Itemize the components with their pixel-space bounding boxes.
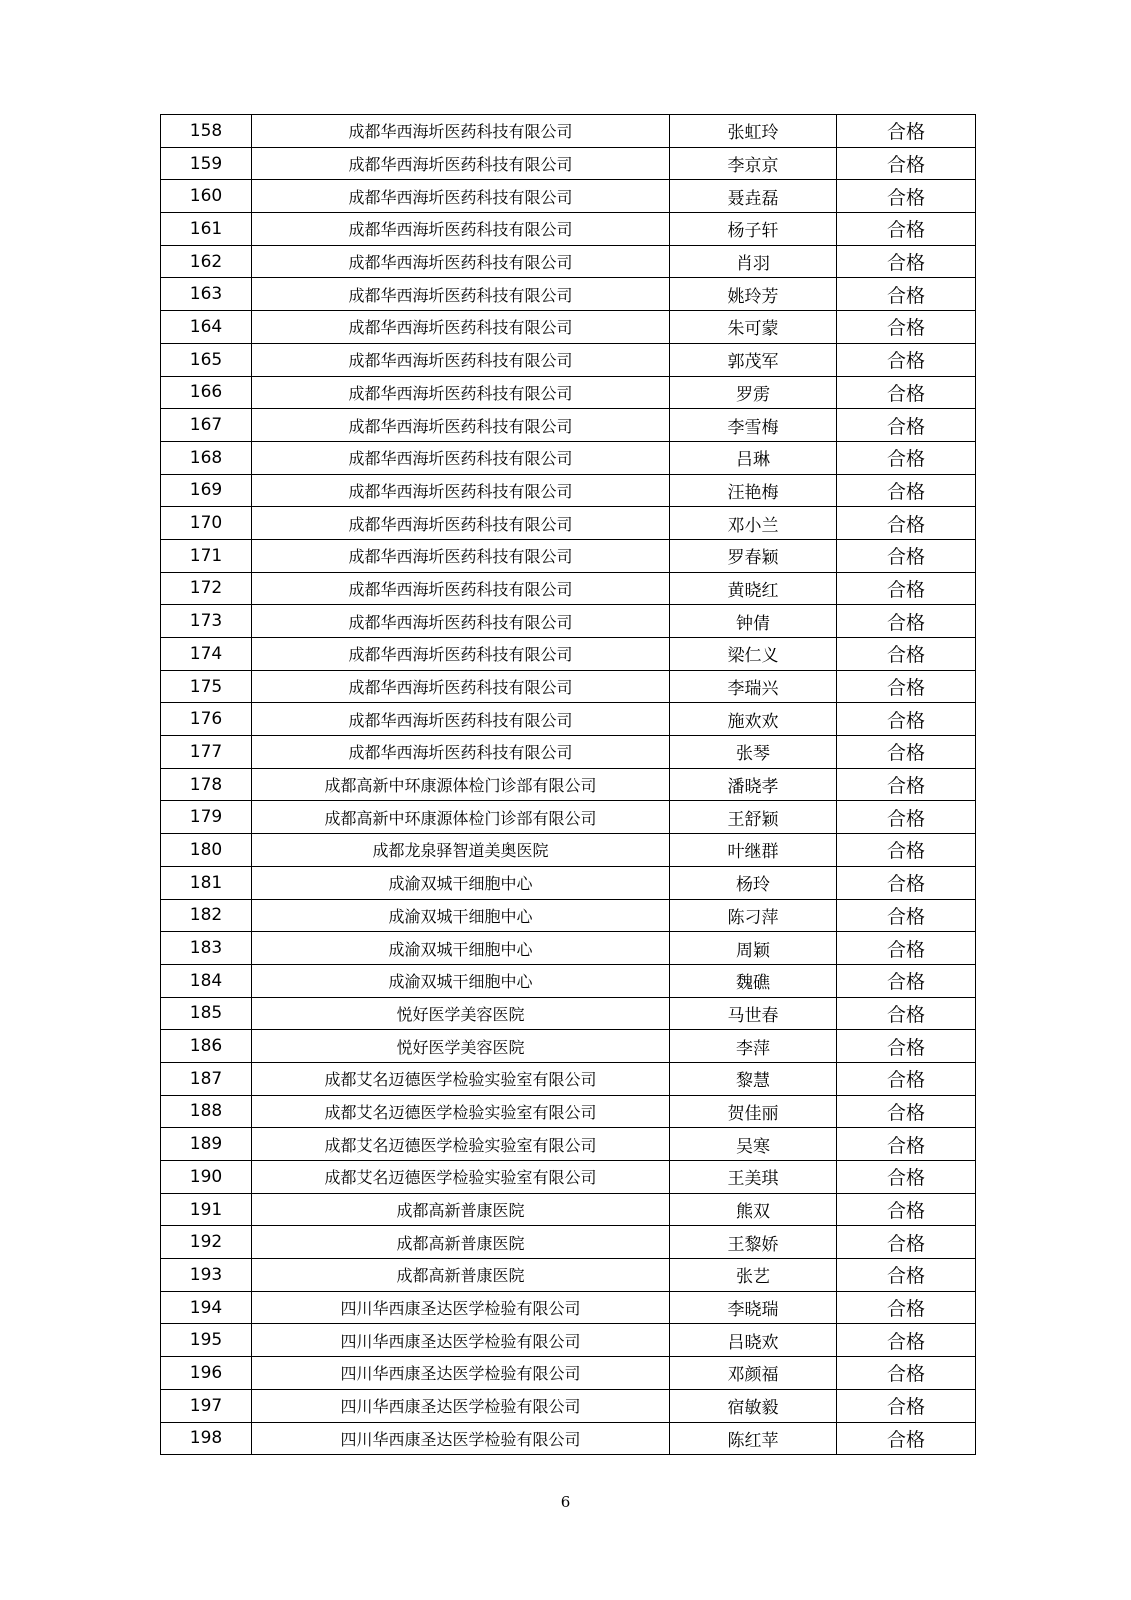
organization-name: 四川华西康圣达医学检验有限公司 (252, 1422, 670, 1455)
result-status: 合格 (837, 1193, 976, 1226)
person-name: 马世春 (670, 997, 837, 1030)
result-status: 合格 (837, 1030, 976, 1063)
result-status: 合格 (837, 1095, 976, 1128)
organization-name: 四川华西康圣达医学检验有限公司 (252, 1291, 670, 1324)
row-number: 175 (161, 670, 252, 703)
result-status: 合格 (837, 964, 976, 997)
person-name: 钟倩 (670, 605, 837, 638)
organization-name: 成都高新普康医院 (252, 1193, 670, 1226)
organization-name: 成渝双城干细胞中心 (252, 866, 670, 899)
table-row (161, 1193, 976, 1226)
row-number: 163 (161, 278, 252, 311)
person-name: 姚玲芳 (670, 278, 837, 311)
organization-name: 成都华西海圻医药科技有限公司 (252, 703, 670, 736)
result-status: 合格 (837, 638, 976, 671)
results-table (160, 114, 976, 1455)
table-row (161, 147, 976, 180)
row-number: 169 (161, 474, 252, 507)
row-number: 181 (161, 866, 252, 899)
table-row (161, 539, 976, 572)
row-number: 182 (161, 899, 252, 932)
result-status: 合格 (837, 605, 976, 638)
result-status: 合格 (837, 507, 976, 540)
organization-name: 成都高新中环康源体检门诊部有限公司 (252, 801, 670, 834)
table-row (161, 1389, 976, 1422)
row-number: 196 (161, 1357, 252, 1390)
person-name: 周颖 (670, 932, 837, 965)
table-row (161, 343, 976, 376)
organization-name: 成都华西海圻医药科技有限公司 (252, 343, 670, 376)
organization-name: 成都华西海圻医药科技有限公司 (252, 670, 670, 703)
result-status: 合格 (837, 997, 976, 1030)
person-name: 陈红苹 (670, 1422, 837, 1455)
table-row (161, 507, 976, 540)
table-row (161, 1291, 976, 1324)
row-number: 177 (161, 736, 252, 769)
person-name: 叶继群 (670, 834, 837, 867)
person-name: 李晓瑞 (670, 1291, 837, 1324)
person-name: 魏礁 (670, 964, 837, 997)
table-row (161, 866, 976, 899)
row-number: 195 (161, 1324, 252, 1357)
row-number: 186 (161, 1030, 252, 1063)
table-row (161, 736, 976, 769)
organization-name: 悦好医学美容医院 (252, 997, 670, 1030)
row-number: 171 (161, 539, 252, 572)
row-number: 172 (161, 572, 252, 605)
table-row (161, 1095, 976, 1128)
person-name: 聂垚磊 (670, 180, 837, 213)
person-name: 杨玲 (670, 866, 837, 899)
row-number: 197 (161, 1389, 252, 1422)
row-number: 193 (161, 1259, 252, 1292)
person-name: 黎慧 (670, 1062, 837, 1095)
result-status: 合格 (837, 1324, 976, 1357)
result-status: 合格 (837, 866, 976, 899)
organization-name: 成都艾名迈德医学检验实验室有限公司 (252, 1095, 670, 1128)
result-status: 合格 (837, 441, 976, 474)
organization-name: 成都艾名迈德医学检验实验室有限公司 (252, 1062, 670, 1095)
person-name: 陈刁萍 (670, 899, 837, 932)
table-row (161, 1226, 976, 1259)
results-table-body (161, 115, 976, 1455)
result-status: 合格 (837, 670, 976, 703)
organization-name: 成都华西海圻医药科技有限公司 (252, 115, 670, 148)
table-row (161, 1062, 976, 1095)
person-name: 王舒颖 (670, 801, 837, 834)
row-number: 158 (161, 115, 252, 148)
row-number: 178 (161, 768, 252, 801)
result-status: 合格 (837, 703, 976, 736)
result-status: 合格 (837, 801, 976, 834)
row-number: 189 (161, 1128, 252, 1161)
row-number: 160 (161, 180, 252, 213)
table-row (161, 834, 976, 867)
result-status: 合格 (837, 213, 976, 246)
organization-name: 成都华西海圻医药科技有限公司 (252, 572, 670, 605)
table-row (161, 1128, 976, 1161)
organization-name: 成都高新普康医院 (252, 1226, 670, 1259)
row-number: 164 (161, 311, 252, 344)
result-status: 合格 (837, 1291, 976, 1324)
result-status: 合格 (837, 572, 976, 605)
row-number: 184 (161, 964, 252, 997)
result-status: 合格 (837, 736, 976, 769)
organization-name: 四川华西康圣达医学检验有限公司 (252, 1389, 670, 1422)
organization-name: 四川华西康圣达医学检验有限公司 (252, 1324, 670, 1357)
organization-name: 悦好医学美容医院 (252, 1030, 670, 1063)
organization-name: 成都龙泉驿智道美奥医院 (252, 834, 670, 867)
table-row (161, 1357, 976, 1390)
table-row (161, 1422, 976, 1455)
row-number: 170 (161, 507, 252, 540)
organization-name: 成都华西海圻医药科技有限公司 (252, 539, 670, 572)
person-name: 施欢欢 (670, 703, 837, 736)
person-name: 黄晓红 (670, 572, 837, 605)
organization-name: 成渝双城干细胞中心 (252, 932, 670, 965)
row-number: 194 (161, 1291, 252, 1324)
row-number: 173 (161, 605, 252, 638)
table-row (161, 180, 976, 213)
person-name: 熊双 (670, 1193, 837, 1226)
result-status: 合格 (837, 1389, 976, 1422)
person-name: 杨子轩 (670, 213, 837, 246)
result-status: 合格 (837, 1226, 976, 1259)
person-name: 邓小兰 (670, 507, 837, 540)
table-row (161, 1259, 976, 1292)
organization-name: 成都华西海圻医药科技有限公司 (252, 441, 670, 474)
table-row (161, 605, 976, 638)
person-name: 郭茂军 (670, 343, 837, 376)
person-name: 张虹玲 (670, 115, 837, 148)
row-number: 188 (161, 1095, 252, 1128)
row-number: 166 (161, 376, 252, 409)
organization-name: 四川华西康圣达医学检验有限公司 (252, 1357, 670, 1390)
organization-name: 成都华西海圻医药科技有限公司 (252, 245, 670, 278)
result-status: 合格 (837, 245, 976, 278)
organization-name: 成都华西海圻医药科技有限公司 (252, 311, 670, 344)
table-row (161, 703, 976, 736)
result-status: 合格 (837, 1128, 976, 1161)
person-name: 李瑞兴 (670, 670, 837, 703)
person-name: 张琴 (670, 736, 837, 769)
table-row (161, 768, 976, 801)
result-status: 合格 (837, 278, 976, 311)
result-status: 合格 (837, 1259, 976, 1292)
row-number: 190 (161, 1161, 252, 1194)
person-name: 汪艳梅 (670, 474, 837, 507)
result-status: 合格 (837, 768, 976, 801)
row-number: 198 (161, 1422, 252, 1455)
person-name: 罗春颖 (670, 539, 837, 572)
row-number: 183 (161, 932, 252, 965)
row-number: 167 (161, 409, 252, 442)
row-number: 176 (161, 703, 252, 736)
organization-name: 成都华西海圻医药科技有限公司 (252, 376, 670, 409)
result-status: 合格 (837, 932, 976, 965)
table-row (161, 311, 976, 344)
person-name: 肖羽 (670, 245, 837, 278)
table-row (161, 638, 976, 671)
table-row (161, 278, 976, 311)
result-status: 合格 (837, 834, 976, 867)
organization-name: 成都高新中环康源体检门诊部有限公司 (252, 768, 670, 801)
row-number: 192 (161, 1226, 252, 1259)
row-number: 180 (161, 834, 252, 867)
result-status: 合格 (837, 1422, 976, 1455)
table-row (161, 670, 976, 703)
organization-name: 成都艾名迈德医学检验实验室有限公司 (252, 1128, 670, 1161)
row-number: 168 (161, 441, 252, 474)
result-status: 合格 (837, 115, 976, 148)
row-number: 187 (161, 1062, 252, 1095)
row-number: 185 (161, 997, 252, 1030)
organization-name: 成渝双城干细胞中心 (252, 899, 670, 932)
person-name: 潘晓孝 (670, 768, 837, 801)
result-status: 合格 (837, 1357, 976, 1390)
organization-name: 成都高新普康医院 (252, 1259, 670, 1292)
result-status: 合格 (837, 409, 976, 442)
result-status: 合格 (837, 1062, 976, 1095)
person-name: 吕晓欢 (670, 1324, 837, 1357)
organization-name: 成都华西海圻医药科技有限公司 (252, 638, 670, 671)
organization-name: 成都华西海圻医药科技有限公司 (252, 409, 670, 442)
person-name: 吴寒 (670, 1128, 837, 1161)
row-number: 159 (161, 147, 252, 180)
row-number: 191 (161, 1193, 252, 1226)
table-row (161, 474, 976, 507)
row-number: 179 (161, 801, 252, 834)
person-name: 李京京 (670, 147, 837, 180)
row-number: 162 (161, 245, 252, 278)
result-status: 合格 (837, 474, 976, 507)
organization-name: 成都华西海圻医药科技有限公司 (252, 213, 670, 246)
row-number: 165 (161, 343, 252, 376)
person-name: 王黎娇 (670, 1226, 837, 1259)
organization-name: 成都华西海圻医药科技有限公司 (252, 474, 670, 507)
table-row (161, 409, 976, 442)
person-name: 邓颜福 (670, 1357, 837, 1390)
organization-name: 成都华西海圻医药科技有限公司 (252, 278, 670, 311)
person-name: 张艺 (670, 1259, 837, 1292)
result-status: 合格 (837, 180, 976, 213)
table-row (161, 899, 976, 932)
person-name: 李萍 (670, 1030, 837, 1063)
page-number: 6 (560, 1493, 571, 1511)
result-status: 合格 (837, 539, 976, 572)
person-name: 宿敏毅 (670, 1389, 837, 1422)
result-status: 合格 (837, 343, 976, 376)
organization-name: 成都华西海圻医药科技有限公司 (252, 736, 670, 769)
table-row (161, 376, 976, 409)
table-row (161, 245, 976, 278)
organization-name: 成渝双城干细胞中心 (252, 964, 670, 997)
organization-name: 成都华西海圻医药科技有限公司 (252, 507, 670, 540)
table-row (161, 932, 976, 965)
organization-name: 成都艾名迈德医学检验实验室有限公司 (252, 1161, 670, 1194)
row-number: 174 (161, 638, 252, 671)
organization-name: 成都华西海圻医药科技有限公司 (252, 147, 670, 180)
person-name: 罗雳 (670, 376, 837, 409)
table-row (161, 1030, 976, 1063)
table-row (161, 115, 976, 148)
organization-name: 成都华西海圻医药科技有限公司 (252, 605, 670, 638)
table-row (161, 997, 976, 1030)
person-name: 朱可蒙 (670, 311, 837, 344)
row-number: 161 (161, 213, 252, 246)
result-status: 合格 (837, 899, 976, 932)
table-row (161, 1324, 976, 1357)
result-status: 合格 (837, 376, 976, 409)
person-name: 王美琪 (670, 1161, 837, 1194)
table-row (161, 964, 976, 997)
person-name: 李雪梅 (670, 409, 837, 442)
result-status: 合格 (837, 1161, 976, 1194)
result-status: 合格 (837, 311, 976, 344)
table-row (161, 572, 976, 605)
person-name: 吕琳 (670, 441, 837, 474)
table-row (161, 1161, 976, 1194)
person-name: 贺佳丽 (670, 1095, 837, 1128)
person-name: 梁仁义 (670, 638, 837, 671)
organization-name: 成都华西海圻医药科技有限公司 (252, 180, 670, 213)
table-row (161, 801, 976, 834)
table-row (161, 441, 976, 474)
result-status: 合格 (837, 147, 976, 180)
table-row (161, 213, 976, 246)
